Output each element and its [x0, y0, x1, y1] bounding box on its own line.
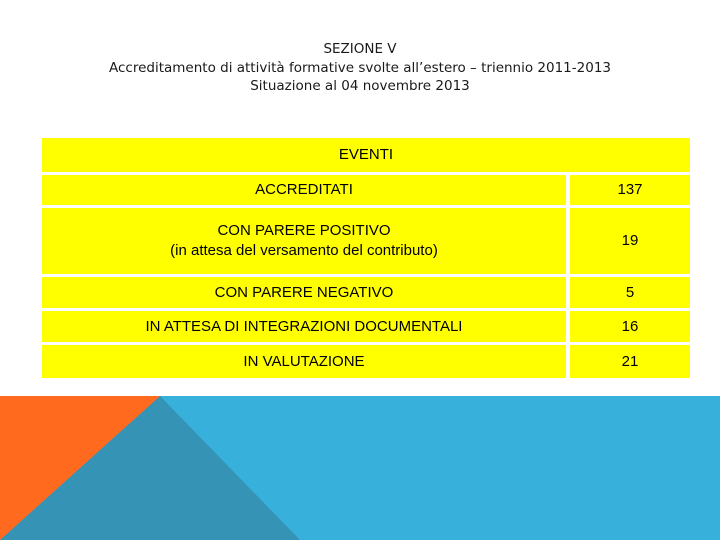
row-label-parere-negativo: CON PARERE NEGATIVO — [42, 277, 566, 308]
row-label-integrazioni: IN ATTESA DI INTEGRAZIONI DOCUMENTALI — [42, 311, 566, 342]
events-header: EVENTI — [42, 138, 690, 172]
row-value-accreditati: 137 — [570, 175, 690, 205]
orange-triangle — [0, 396, 160, 540]
row-value-parere-negativo: 5 — [570, 277, 690, 308]
status-date: Situazione al 04 novembre 2013 — [250, 78, 470, 94]
section-title: SEZIONE V — [323, 41, 397, 57]
row-value-integrazioni: 16 — [570, 311, 690, 342]
row-label-line-2: (in attesa del versamento del contributo) — [170, 242, 438, 259]
row-label-line-1: CON PARERE POSITIVO — [217, 222, 391, 239]
slide-header — [0, 40, 720, 96]
row-label-accreditati: ACCREDITATI — [42, 175, 566, 205]
row-value-valutazione: 21 — [570, 345, 690, 378]
dark-blue-triangle — [0, 396, 300, 540]
blue-band — [0, 396, 720, 540]
row-label-valutazione: IN VALUTAZIONE — [42, 345, 566, 378]
section-subtitle: Accreditamento di attività formative svolte all’estero – triennio 2011-2013 — [108, 59, 611, 76]
row-value-parere-positivo: 19 — [570, 208, 690, 274]
events-table — [40, 136, 692, 380]
row-label-parere-positivo — [42, 208, 566, 274]
